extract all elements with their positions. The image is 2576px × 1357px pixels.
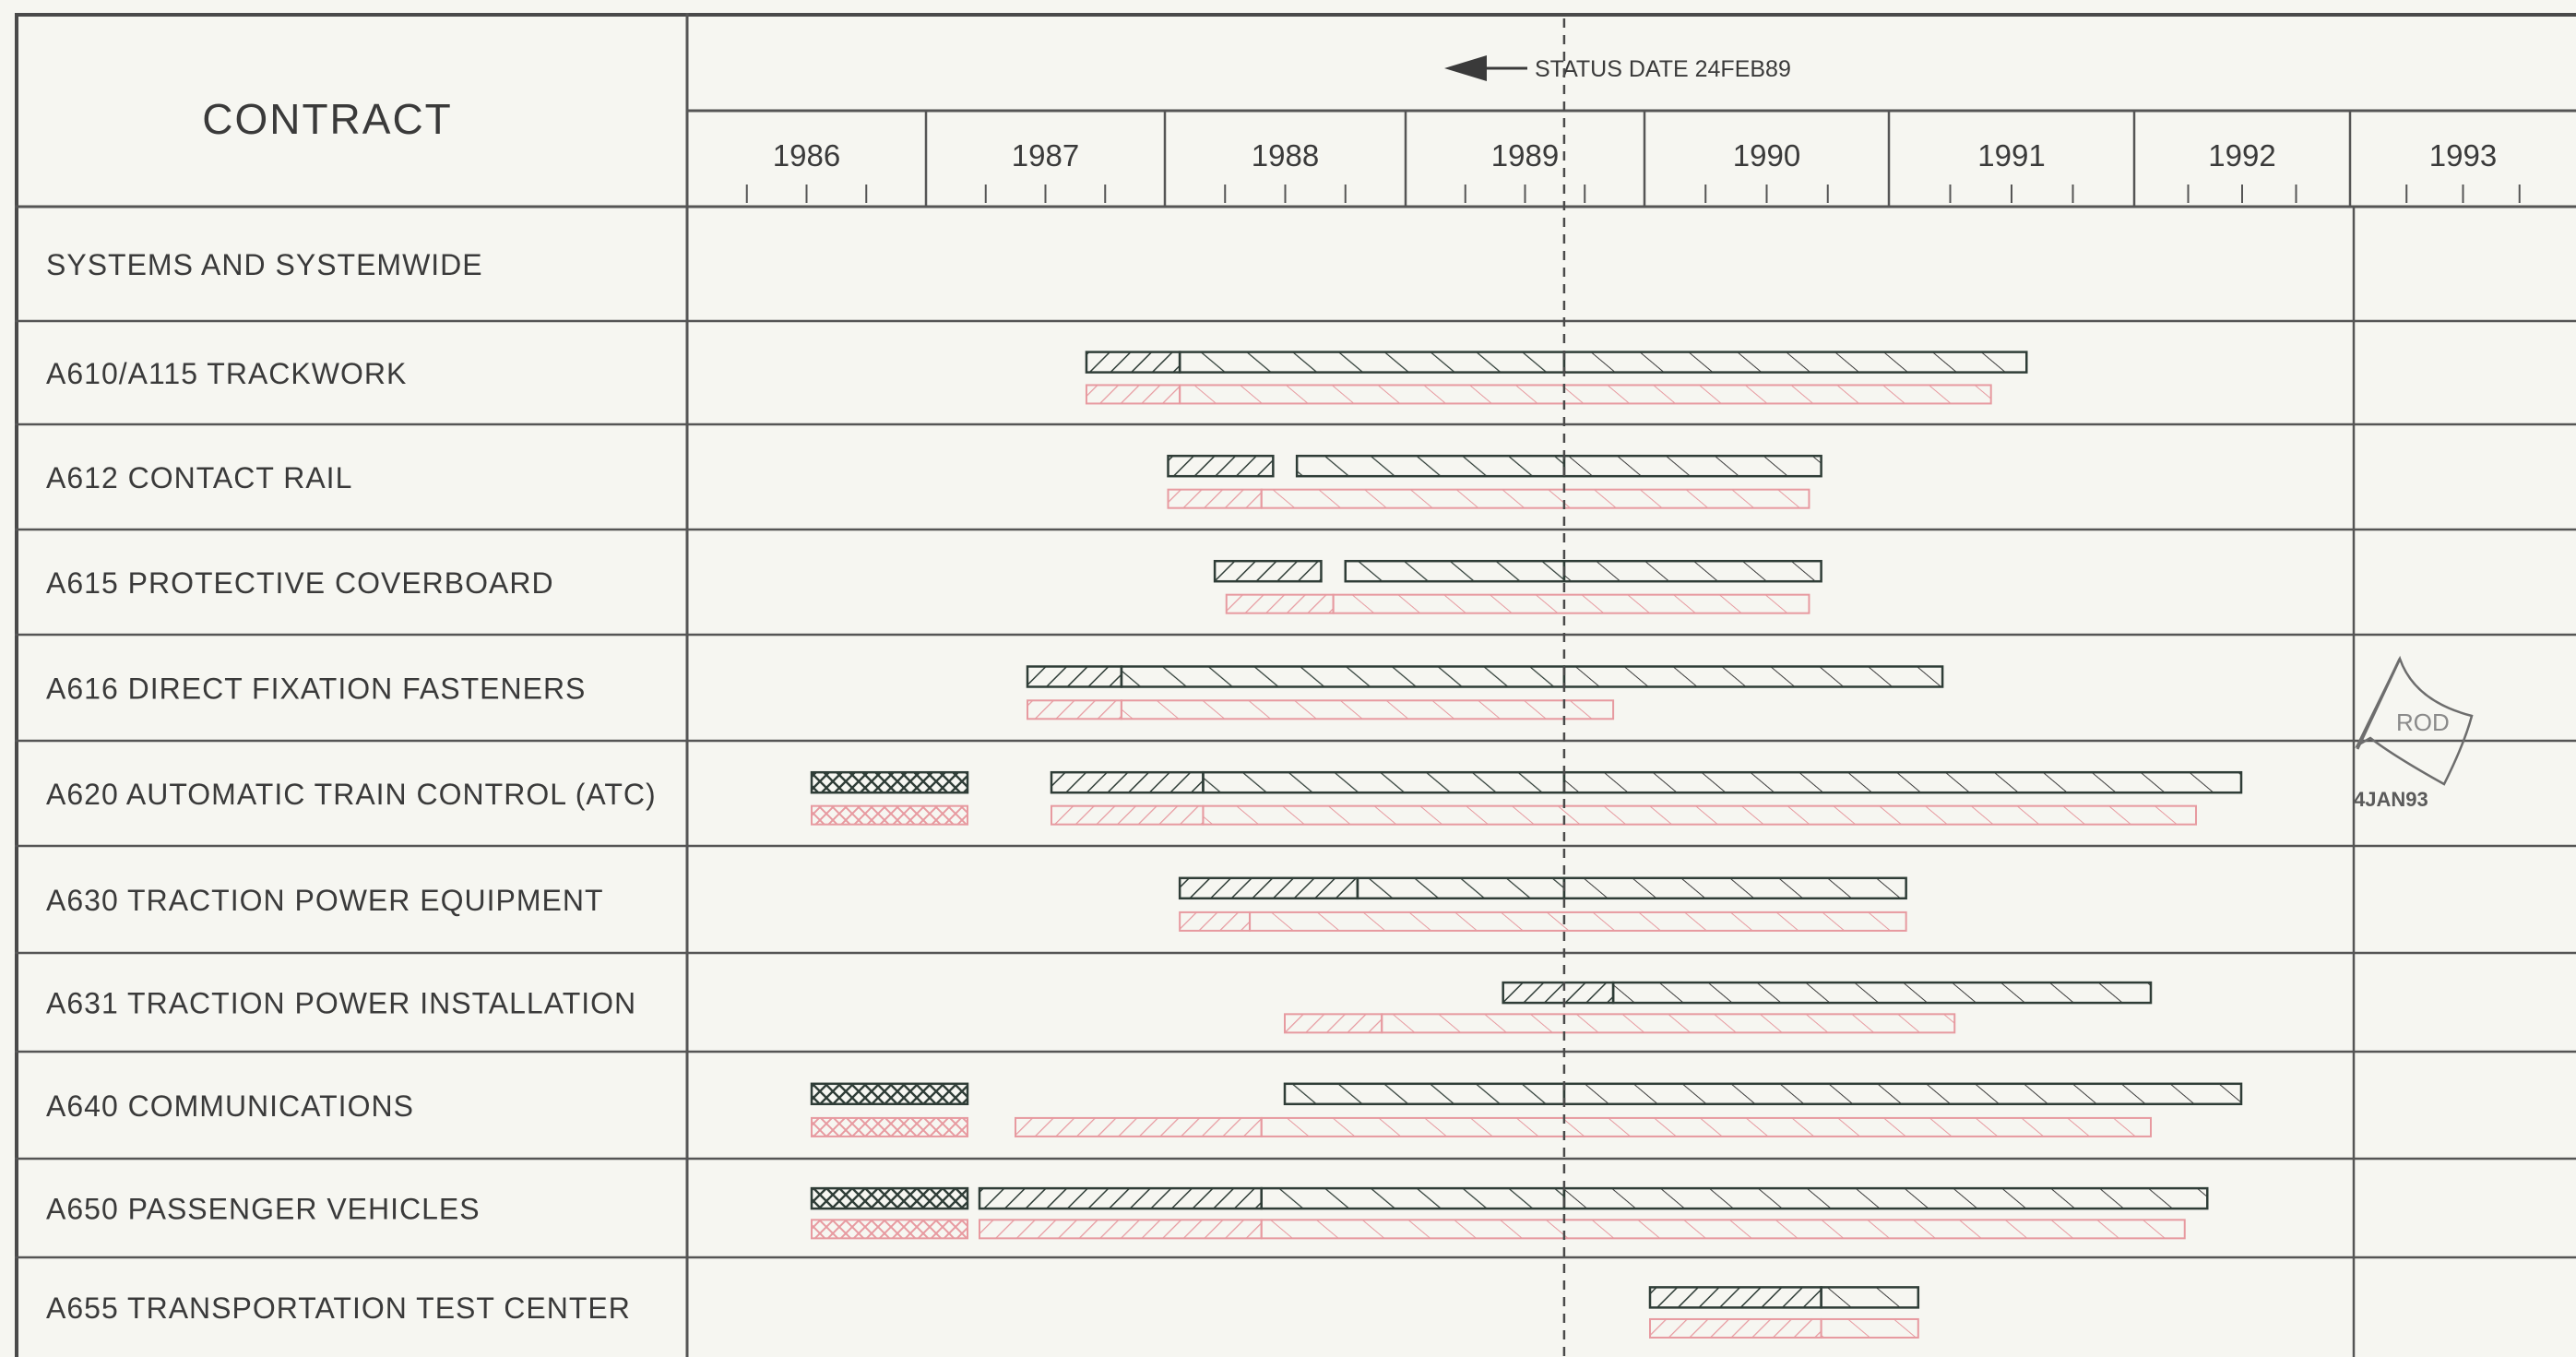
actual-bar xyxy=(1564,878,1906,899)
planned-bar xyxy=(1334,595,1810,613)
planned-bar xyxy=(979,1220,1262,1238)
row-label: A612 CONTACT RAIL xyxy=(46,461,353,494)
row-label: SYSTEMS AND SYSTEMWIDE xyxy=(46,248,483,281)
actual-bar xyxy=(812,1188,967,1208)
row-labels xyxy=(46,248,657,1325)
actual-bar xyxy=(1180,878,1358,899)
planned-bar xyxy=(1262,490,1810,508)
actual-bar xyxy=(1358,878,1564,899)
year-tick-label: 1993 xyxy=(2428,138,2498,173)
actual-bar xyxy=(1650,1287,1822,1307)
year-tick-label: 1992 xyxy=(2208,138,2276,173)
actual-bar xyxy=(1122,667,1564,687)
year-tick-label: 1987 xyxy=(1011,138,1080,173)
actual-bar xyxy=(1051,772,1203,792)
planned-bar xyxy=(1015,1118,1262,1137)
row-label: A631 TRACTION POWER INSTALLATION xyxy=(46,986,637,1020)
planned-bar xyxy=(1169,490,1262,508)
actual-bar xyxy=(1564,561,1822,581)
year-tick-label: 1986 xyxy=(772,138,841,173)
approval-stamp xyxy=(2354,659,2472,811)
actual-bar xyxy=(1297,456,1564,476)
planned-bar xyxy=(1382,1014,1954,1032)
planned-bar xyxy=(1285,1014,1382,1032)
actual-bar xyxy=(1169,456,1274,476)
actual-bar xyxy=(1564,352,2026,373)
actual-bar xyxy=(1180,352,1564,373)
planned-bar xyxy=(812,1118,967,1137)
actual-bar xyxy=(1086,352,1180,373)
actual-bar xyxy=(1564,772,2241,792)
row-label: A650 PASSENGER VEHICLES xyxy=(46,1192,481,1226)
actual-bar xyxy=(1503,982,1613,1003)
row-label: A610/A115 TRACKWORK xyxy=(46,357,408,390)
year-tick-label: 1989 xyxy=(1490,138,1560,173)
approval-text: ROD xyxy=(2396,708,2450,736)
actual-bar xyxy=(1564,1084,2241,1104)
planned-bar xyxy=(1122,700,1613,719)
year-axis xyxy=(747,111,2520,207)
planned-bar xyxy=(1227,595,1334,613)
status-date-label: STATUS DATE 24FEB89 xyxy=(1535,56,1791,82)
actual-bar xyxy=(1262,1188,1564,1208)
planned-bar xyxy=(1180,385,1991,403)
actual-bar xyxy=(1822,1287,1918,1307)
actual-bar xyxy=(1215,561,1321,581)
actual-bar xyxy=(812,772,967,792)
row-label: A630 TRACTION POWER EQUIPMENT xyxy=(46,884,604,917)
planned-bar xyxy=(1822,1319,1918,1338)
row-label: A655 TRANSPORTATION TEST CENTER xyxy=(46,1292,631,1325)
year-tick-label: 1991 xyxy=(1977,138,2046,173)
row-label: A616 DIRECT FIXATION FASTENERS xyxy=(46,672,587,706)
planned-bar xyxy=(1250,912,1906,931)
planned-bar xyxy=(1650,1319,1822,1338)
planned-bar xyxy=(1086,385,1180,403)
planned-bar xyxy=(812,1220,967,1238)
actual-bar xyxy=(1027,667,1122,687)
row-label: A640 COMMUNICATIONS xyxy=(46,1089,414,1123)
planned-bar xyxy=(812,806,967,825)
year-tick-label: 1990 xyxy=(1732,138,1801,173)
actual-bar xyxy=(979,1188,1262,1208)
planned-bar xyxy=(1027,700,1122,719)
actual-bar xyxy=(1203,772,1563,792)
status-arrow-icon xyxy=(1444,55,1487,81)
planned-bar xyxy=(1262,1220,2185,1238)
actual-bar xyxy=(1285,1084,1564,1104)
actual-bar xyxy=(1564,1188,2207,1208)
planned-bar xyxy=(1051,806,1203,825)
actual-bar xyxy=(1564,667,1942,687)
flag-pole xyxy=(2357,659,2400,749)
actual-bar xyxy=(1613,982,2151,1003)
planned-bar xyxy=(1262,1118,2151,1137)
contract-header: CONTRACT xyxy=(202,95,453,143)
row-label: A620 AUTOMATIC TRAIN CONTROL (ATC) xyxy=(46,778,657,811)
approval-date: 4JAN93 xyxy=(2354,788,2428,811)
row-label: A615 PROTECTIVE COVERBOARD xyxy=(46,566,554,600)
actual-bar xyxy=(1564,456,1822,476)
planned-bar xyxy=(1180,912,1250,931)
actual-bar xyxy=(812,1084,967,1104)
actual-bar xyxy=(1346,561,1564,581)
planned-bar xyxy=(1203,806,2196,825)
year-tick-label: 1988 xyxy=(1251,138,1320,173)
